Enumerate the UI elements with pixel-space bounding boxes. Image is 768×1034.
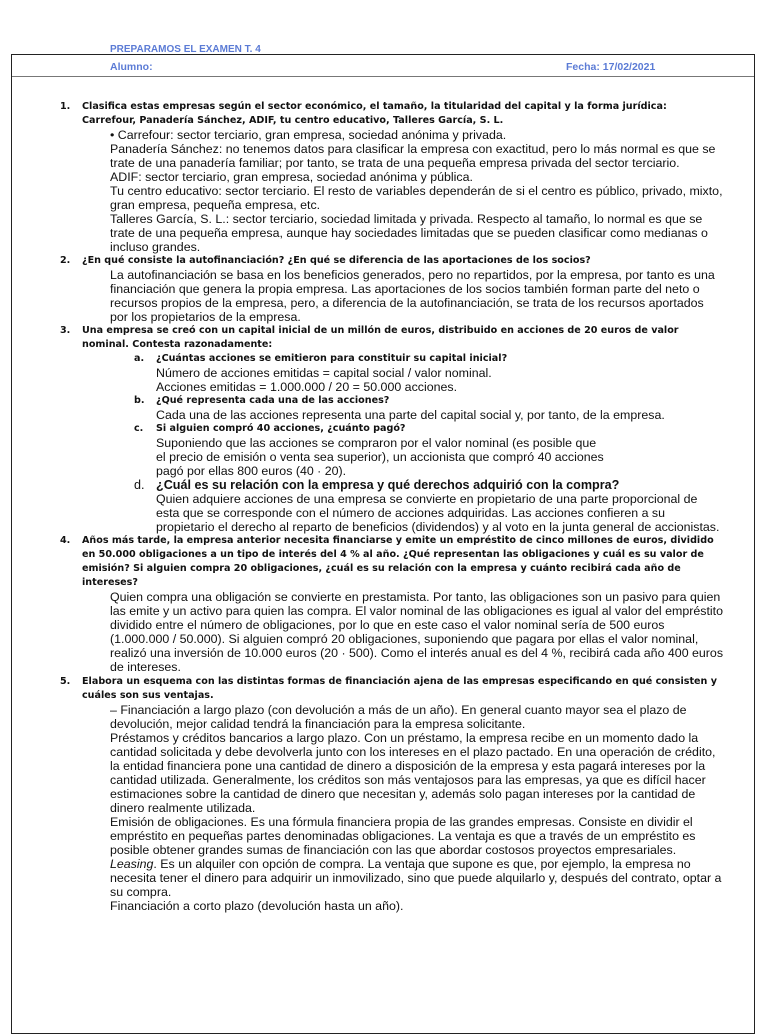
question-text: Clasifica estas empresas según el sector económico, el tamaño, la titularidad del capital y la forma jurídica: Carrefour, Panadería Sánchez, ADIF, tu centro educativo, Talleres García, S. L. (82, 101, 667, 126)
leasing-text: . Es un alquiler con opción de compra. La ventaja que supone es que, por ejemplo, la empresa no necesita tener el dinero para adquirir un inmovilizado, sino que puede alquilarlo y, después del contrato, optar a su compra. (110, 857, 722, 899)
answer-1-adif: ADIF: sector terciario, gran empresa, sociedad anónima y pública. (110, 170, 473, 184)
question-text: ¿En qué consiste la autofinanciación? ¿En qué se diferencia de las aportaciones de los socios? (82, 255, 591, 266)
leasing-term: Leasing (110, 857, 154, 871)
answer-5-leasing (56, 857, 724, 899)
header-divider (12, 76, 754, 77)
exam-content (56, 100, 724, 913)
answer-5-largo-plazo: – Financiación a largo plazo (con devolución a más de un año). En general cuanto mayor sea el plazo de devolución, mejor calidad tendrá la financiación para la empresa solicitante. (110, 703, 687, 731)
answer-4: Quien compra una obligación se convierte en prestamista. Por tanto, las obligaciones son un pasivo para quien las emite y un activo para quien las compra. El valor nominal de las obligaciones es igual al valor del empréstito dividido entre el número de obligaciones, por lo que en este caso el valor nominal sería de 500 euros (1.000.000 / 50.000). Si alguien compró 20 obligaciones, suponiendo que pagara por ellas el valor nominal, realizó una inversión de 10.000 euros (20 · 500). Como el interés anual es del 4 %, recibirá cada año 400 euros de intereses. (110, 590, 724, 674)
question-4 (56, 534, 724, 590)
question-text: Una empresa se creó con un capital inicial de un millón de euros, distribuido en acciones de 20 euros de valor nominal. Contesta razonadamente: (82, 325, 679, 350)
question-number: 2. (60, 255, 71, 266)
sub-letter: b. (134, 395, 145, 406)
student-label: Alumno: (110, 61, 153, 73)
question-5 (56, 675, 724, 703)
sub-question-text: ¿Cuántas acciones se emitieron para constituir su capital inicial? (156, 353, 508, 364)
question-text: Años más tarde, la empresa anterior necesita financiarse y emite un empréstito de cinco millones de euros, dividido en 50.000 obligaciones a un tipo de interés del 4 % al año. ¿Qué representan las obligaciones y cuál es su valor de emisión? Si alguien compra 20 obligaciones, ¿cuál es su relación con la empresa y cuánto recibirá cada año de intereses? (82, 535, 714, 588)
question-2 (56, 254, 724, 268)
sub-letter: d. (134, 478, 145, 492)
question-number: 1. (60, 101, 71, 112)
answer-3a-line1: Número de acciones emitidas = capital social / valor nominal. (156, 366, 492, 380)
answer-1-talleres: Talleres García, S. L.: sector terciario, sociedad limitada y privada. Respecto al tamaño, lo normal es que se trate de una pequeña empresa, aunque hay sociedades limitadas que se pueden clasificar como medianas o incluso grandes. (110, 212, 708, 254)
answer-1-centro: Tu centro educativo: sector terciario. El resto de variables dependerán de si el centro es público, privado, mixto, gran empresa, pequeña empresa, etc. (110, 184, 723, 212)
sub-question-text: Si alguien compró 40 acciones, ¿cuánto pagó? (156, 423, 406, 434)
answer-5-emision: Emisión de obligaciones. Es una fórmula financiera propia de las grandes empresas. Consiste en dividir el empréstito en pequeñas partes denominadas obligaciones. La ventaja es que a través de un empréstito es posible obtener grandes sumas de financiación con las que abordar costosos proyectos empresariales. (110, 815, 696, 857)
answer-3b: Cada una de las acciones representa una parte del capital social y, por tanto, de la empresa. (156, 408, 665, 422)
question-3 (56, 324, 724, 352)
answer-3c: Suponiendo que las acciones se compraron por el valor nominal (es posible que el precio de emisión o venta sea superior), un accionista que compró 40 acciones pagó por ellas 800 euros (40 · 20). (156, 436, 604, 478)
question-text: Elabora un esquema con las distintas formas de financiación ajena de las empresas especificando en qué consisten y cuáles son sus ventajas. (82, 676, 717, 701)
question-3d (56, 478, 724, 492)
sub-letter: c. (134, 423, 144, 434)
sub-question-text: ¿Qué representa cada una de las acciones? (156, 395, 390, 406)
question-number: 3. (60, 325, 71, 336)
question-1 (56, 100, 724, 128)
answer-2: La autofinanciación se basa en los beneficios generados, pero no repartidos, por la empresa, por tanto es una financiación que genera la propia empresa. Las aportaciones de los socios también forman parte del neto o recursos propios de la empresa, pero, a diferencia de la autofinanciación, se trata de los recursos aportados por los propietarios de la empresa. (110, 268, 715, 324)
answer-1-carrefour: • Carrefour: sector terciario, gran empresa, sociedad anónima y privada. (110, 128, 507, 142)
date-label: Fecha: 17/02/2021 (566, 61, 656, 73)
question-number: 5. (60, 676, 71, 687)
sub-letter: a. (134, 353, 145, 364)
sub-question-text: ¿Cuál es su relación con la empresa y qué derechos adquirió con la compra? (156, 478, 620, 492)
question-3c (56, 422, 724, 436)
answer-3d: Quien adquiere acciones de una empresa se convierte en propietario de una parte proporcional de esta que se corresponde con el número de acciones adquiridas. Las acciones confieren a su propietario el derecho al reparto de beneficios (dividendos) y al voto en la junta general de accionistas. (156, 492, 720, 534)
question-3b (56, 394, 724, 408)
answer-1-panaderia: Panadería Sánchez: no tenemos datos para clasificar la empresa con exactitud, pero lo más normal es que se trate de una panadería familiar; por tanto, se trata de una pequeña empresa privada del sector terciario. (110, 142, 716, 170)
answer-5-prestamos: Préstamos y créditos bancarios a largo plazo. Con un préstamo, la empresa recibe en un momento dado la cantidad solicitada y debe devolverla junto con los intereses en el plazo pactado. En una operación de crédito, la entidad financiera pone una cantidad de dinero a disposición de la empresa y esta pagará intereses por la cantidad utilizada. Generalmente, los créditos son más ventajosos para las empresas, ya que es difícil hacer estimaciones sobre la cantidad de dinero que necesitan y, además solo pagan intereses por la cantidad de dinero realmente utilizada. (110, 731, 716, 815)
answer-3a-line2: Acciones emitidas = 1.000.000 / 20 = 50.000 acciones. (156, 380, 458, 394)
page-title: PREPARAMOS EL EXAMEN T. 4 (110, 44, 261, 55)
question-number: 4. (60, 535, 71, 546)
question-3a (56, 352, 724, 366)
answer-5-corto-plazo: Financiación a corto plazo (devolución hasta un año). (110, 899, 404, 913)
